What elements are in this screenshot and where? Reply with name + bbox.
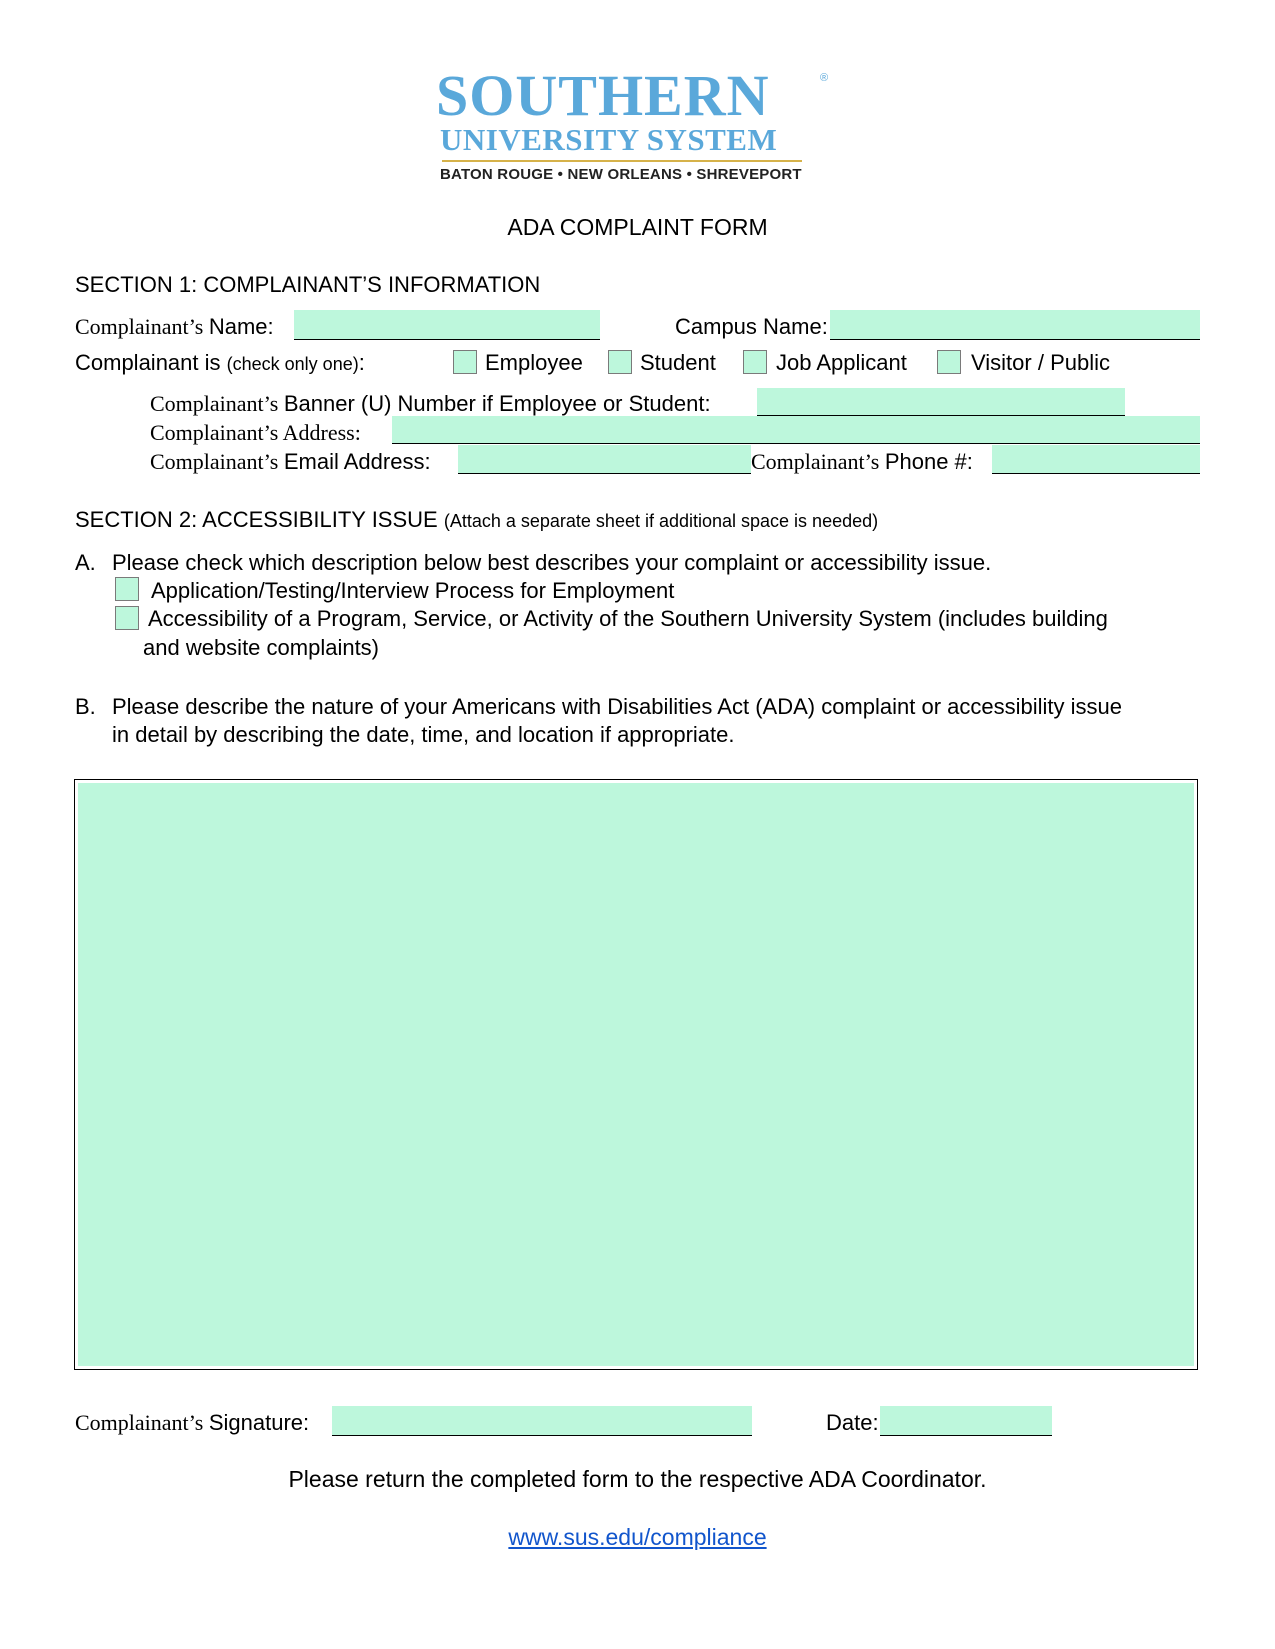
check-only-one-hint: (check only one) (226, 354, 359, 374)
campus-name-label: Campus Name: (675, 314, 828, 339)
program-accessibility-checkbox[interactable] (115, 606, 139, 630)
student-checkbox[interactable] (608, 350, 632, 374)
banner-number-field[interactable] (757, 388, 1125, 416)
logo-registered-mark: ® (820, 72, 829, 84)
date-field[interactable] (880, 1406, 1052, 1436)
date-label: Date: (826, 1410, 879, 1435)
section1-heading: SECTION 1: COMPLAINANT’S INFORMATION (75, 272, 541, 297)
employment-process-label: Application/Testing/Interview Process for Employment (151, 578, 675, 603)
phone-label (751, 449, 973, 475)
logo (436, 63, 840, 196)
job-applicant-label: Job Applicant (776, 350, 907, 375)
name-label-suffix: Name: (208, 314, 274, 339)
visitor-public-checkbox[interactable] (937, 350, 961, 374)
signature-label-suffix: Signature: (208, 1410, 310, 1435)
logo-main-text: SOUTHERN (436, 63, 770, 128)
employment-process-checkbox[interactable] (115, 577, 139, 601)
program-accessibility-label-line1: Accessibility of a Program, Service, or Activity of the Southern University System (includes building (148, 606, 1108, 631)
logo-campuses: BATON ROUGE • NEW ORLEANS • SHREVEPORT (440, 166, 802, 183)
signature-field[interactable] (332, 1406, 752, 1436)
logo-rule (442, 160, 802, 162)
phone-label-prefix: Complainant’s (751, 449, 885, 474)
signature-label (75, 1410, 309, 1436)
visitor-public-label: Visitor / Public (971, 350, 1110, 375)
question-b-letter: B. (75, 694, 96, 719)
section2-note: (Attach a separate sheet if additional space is needed) (443, 511, 879, 531)
phone-field[interactable] (992, 445, 1200, 474)
email-label (150, 449, 431, 475)
campus-name-field[interactable] (830, 310, 1200, 340)
complainant-name-field[interactable] (294, 310, 600, 340)
complainant-is-text: Complainant is (75, 350, 227, 375)
logo-sub-text: UNIVERSITY SYSTEM (440, 122, 778, 157)
job-applicant-checkbox[interactable] (743, 350, 767, 374)
question-b-line1: Please describe the nature of your Americans with Disabilities Act (ADA) complaint or accessibility issue (112, 694, 1122, 719)
banner-number-label (150, 391, 711, 417)
banner-label-suffix: Banner (U) Number if Employee or Student: (283, 391, 711, 416)
name-label-prefix: Complainant’s (75, 314, 209, 339)
signature-label-prefix: Complainant’s (75, 1410, 209, 1435)
address-field[interactable] (392, 416, 1200, 444)
complaint-description-fill (78, 783, 1194, 1366)
form-title: ADA COMPLAINT FORM (507, 214, 768, 240)
employee-checkbox[interactable] (453, 350, 477, 374)
email-label-prefix: Complainant’s (150, 449, 284, 474)
email-label-suffix: Email Address: (283, 449, 431, 474)
student-label: Student (640, 350, 716, 375)
phone-label-suffix: Phone #: (884, 449, 973, 474)
complaint-description-textarea[interactable] (74, 779, 1198, 1370)
complainant-is-colon: : (358, 350, 365, 375)
compliance-link[interactable]: www.sus.edu/compliance (508, 1524, 767, 1550)
section2-heading-text: SECTION 2: ACCESSIBILITY ISSUE (75, 507, 438, 532)
complainant-is-label (75, 350, 365, 376)
name-label (75, 314, 274, 340)
question-a-letter: A. (75, 550, 96, 575)
program-accessibility-label-line2: and website complaints) (143, 635, 380, 660)
banner-label-prefix: Complainant’s (150, 391, 284, 416)
question-a-text: Please check which description below best describes your complaint or accessibility issue. (112, 550, 992, 575)
question-b-line2: in detail by describing the date, time, and location if appropriate. (112, 722, 735, 747)
section2-heading (75, 507, 878, 533)
email-field[interactable] (458, 445, 751, 474)
address-label: Complainant’s Address: (150, 420, 361, 445)
return-instruction: Please return the completed form to the respective ADA Coordinator. (288, 1466, 987, 1492)
employee-label: Employee (485, 350, 583, 375)
